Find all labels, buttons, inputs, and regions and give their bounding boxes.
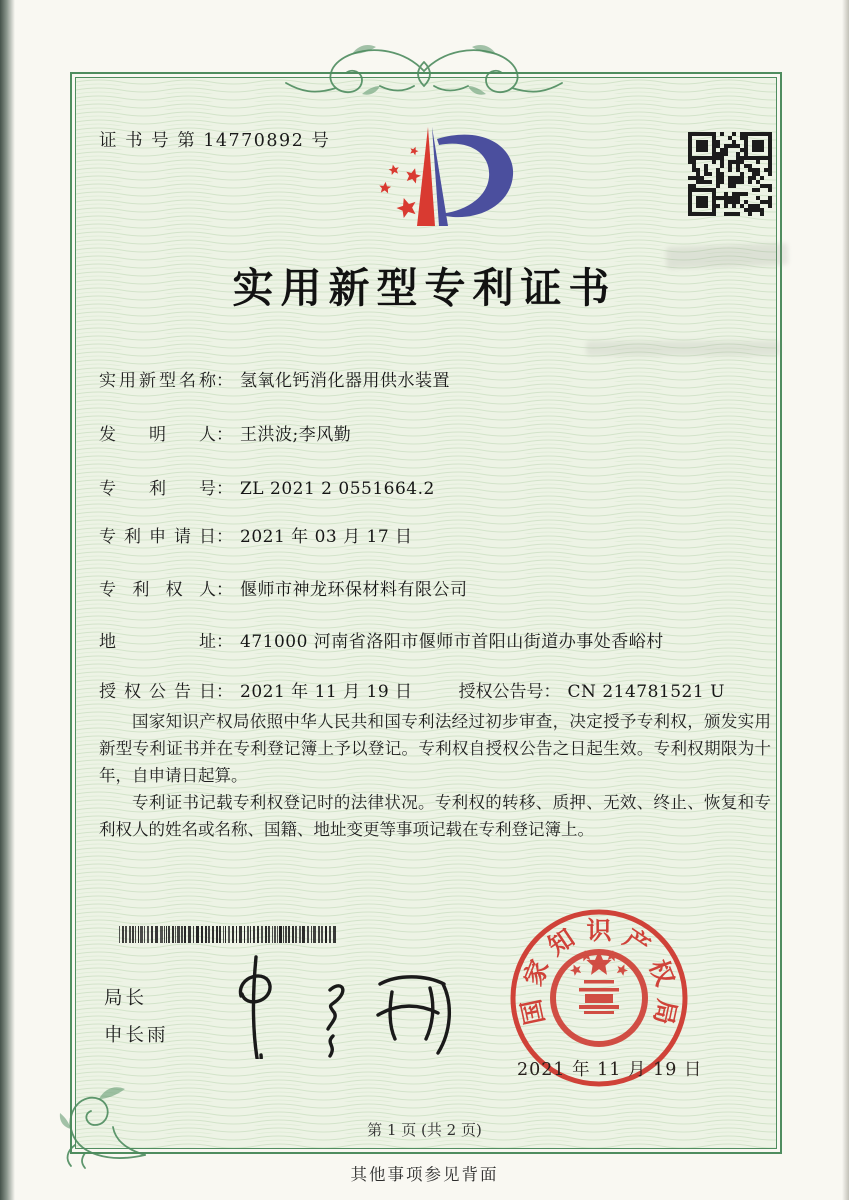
field-row-grant: 授权公告日 ： 2021 年 11 月 19 日 授权公告号 ： CN 214781521 U [99,677,767,702]
back-note: 其他事项参见背面 [350,1165,499,1184]
qr-code [688,132,772,216]
national-emblem [553,949,645,1044]
svg-text:家: 家 [518,955,555,990]
field-row-patentee: 专利权人 ： 偃师市神龙环保材料有限公司 [99,575,767,600]
field-row-patent-number: 专利号 ： ZL 2021 2 0551664.2 [99,474,767,499]
field-label: 专利号 [99,479,216,499]
svg-text:权: 权 [643,955,680,990]
field-label: 地址 [99,632,216,652]
field-row-inventors: 发明人 ： 王洪波;李风勤 [99,420,767,445]
field-label: 授权公告号 [458,682,544,702]
field-value-address: 471000 河南省洛阳市偃师市首阳山街道办事处香峪村 [240,632,664,652]
field-label: 实用新型名称 [99,371,216,391]
svg-text:知: 知 [542,923,580,962]
field-row-name: 实用新型名称 ： 氢氧化钙消化器用供水装置 [99,366,767,391]
seal-date: 2021 年 11 月 19 日 [517,1060,703,1080]
field-value-filing-date: 2021 年 03 月 17 日 [240,527,413,547]
page-number: 第 1 页 (共 2 页) [367,1121,482,1139]
director-title: 局长 [104,988,148,1009]
certificate-title: 实用新型专利证书 [232,264,617,312]
field-value-utility-model-name: 氢氧化钙消化器用供水装置 [240,371,450,391]
svg-text:产: 产 [618,923,656,962]
field-value-grant-date: 2021 年 11 月 19 日 [240,682,413,702]
director-name: 申长雨 [104,1025,169,1046]
field-value-patentee: 偃师市神龙环保材料有限公司 [240,580,468,600]
field-label: 发明人 [99,425,216,445]
legal-text [99,709,771,843]
legal-paragraph-2: 专利证书记载专利权登记时的法律状况。专利权的转移、质押、无效、终止、恢复和专利权人的姓名或名称、国籍、地址变更等事项记载在专利登记簿上。 [99,792,771,839]
svg-text:局: 局 [648,996,682,1028]
page-edge-shadow [842,0,849,1200]
legal-paragraph-1: 国家知识产权局依照中华人民共和国专利法经过初步审查，决定授予专利权，颁发实用新型专利证书并在专利登记簿上予以登记。专利权自授权公告之日起生效。专利权期限为十年，自申请日起算。 [99,712,771,785]
handwritten-signature [212,944,472,1059]
field-value-patent-number: ZL 2021 2 0551664.2 [240,479,435,499]
showthrough-mark [586,341,780,356]
grant-number-group: 授权公告号 ： CN 214781521 U [459,677,725,702]
field-value-inventors: 王洪波;李风勤 [240,425,352,445]
svg-text:识: 识 [586,916,612,945]
field-row-filing-date: 专利申请日 ： 2021 年 03 月 17 日 [99,522,767,547]
book-spine-shadow [0,0,15,1200]
barcode [119,926,338,943]
field-label: 授权公告日 [99,682,216,702]
cnipa-logo-icon [363,119,539,238]
svg-text:国: 国 [516,996,550,1028]
field-row-address: 地址 ： 471000 河南省洛阳市偃师市首阳山街道办事处香峪村 [99,627,767,652]
field-label: 专利申请日 [99,527,216,547]
certificate-number: 证 书 号 第 14770892 号 [99,131,331,151]
field-label: 专利权人 [99,580,216,600]
field-value-grant-number: CN 214781521 U [567,682,725,702]
